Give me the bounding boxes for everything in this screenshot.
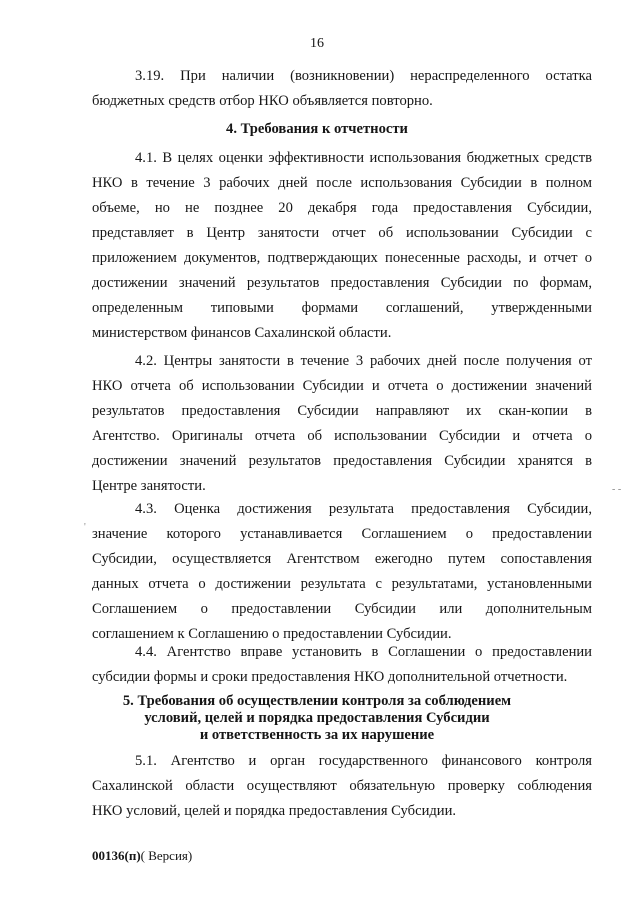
paragraph-4-1: 4.1. В целях оценки эффективности использования бюджетных средств НКО в течение 3 рабочих дней после использования Субсидии в полном объеме, но не позднее 20 декабря года предоставления Субсидии, представляет в Центр занятости отчет об использовании Субсидии с приложением документов, подтверждающих понесенные расходы, и отчет о достижении значений результатов предоставления Субсидии по формам, определенным типовыми формами соглашений, утвержденными министерством финансов Сахалинской области. [92,150,592,341]
page-number: 16 [310,36,324,51]
paragraph-3-19: 3.19. При наличии (возникновении) нераспределенного остатка бюджетных средств отбор НКО объявляется повторно. [92,68,592,109]
footer [92,848,192,864]
version-label: ( Версия) [140,848,193,863]
section-5-heading: 5. Требования об осуществлении контроля за соблюдением условий, целей и порядка предоставления Субсидии и ответственность за их нарушение [122,693,512,743]
paragraph-4-2: 4.2. Центры занятости в течение 3 рабочих дней после получения от НКО отчета об использовании Субсидии и отчета о достижении значений результатов предоставления Субсидии направляют их скан-копии в Агентство. Оригиналы отчета об использовании Субсидии и отчета о достижении значений результатов предоставления Субсидии хранятся в Центре занятости. [92,353,592,494]
paragraph-5-1: 5.1. Агентство и орган государственного финансового контроля Сахалинской области осуществляют обязательную проверку соблюдения НКО условий, целей и порядка предоставления Субсидии. [92,753,592,819]
section-4-heading: 4. Требования к отчетности [226,121,408,137]
paragraph-4-3: 4.3. Оценка достижения результата предоставления Субсидии, значение которого устанавливается Соглашением о предоставлении Субсидии, осуществляется Агентством ежегодно путем сопоставления данных отчета о достижении результата с результатами, установленными Соглашением о предоставлении Субсидии или дополнительным соглашением к Соглашению о предоставлении Субсидии. [92,501,592,642]
scan-mark: - - [612,484,622,495]
paragraph-4-4: 4.4. Агентство вправе установить в Соглашении о предоставлении субсидии формы и сроки предоставления НКО дополнительной отчетности. [92,644,592,685]
scan-mark: ' [84,522,86,533]
document-code: 00136(п) [92,848,141,863]
